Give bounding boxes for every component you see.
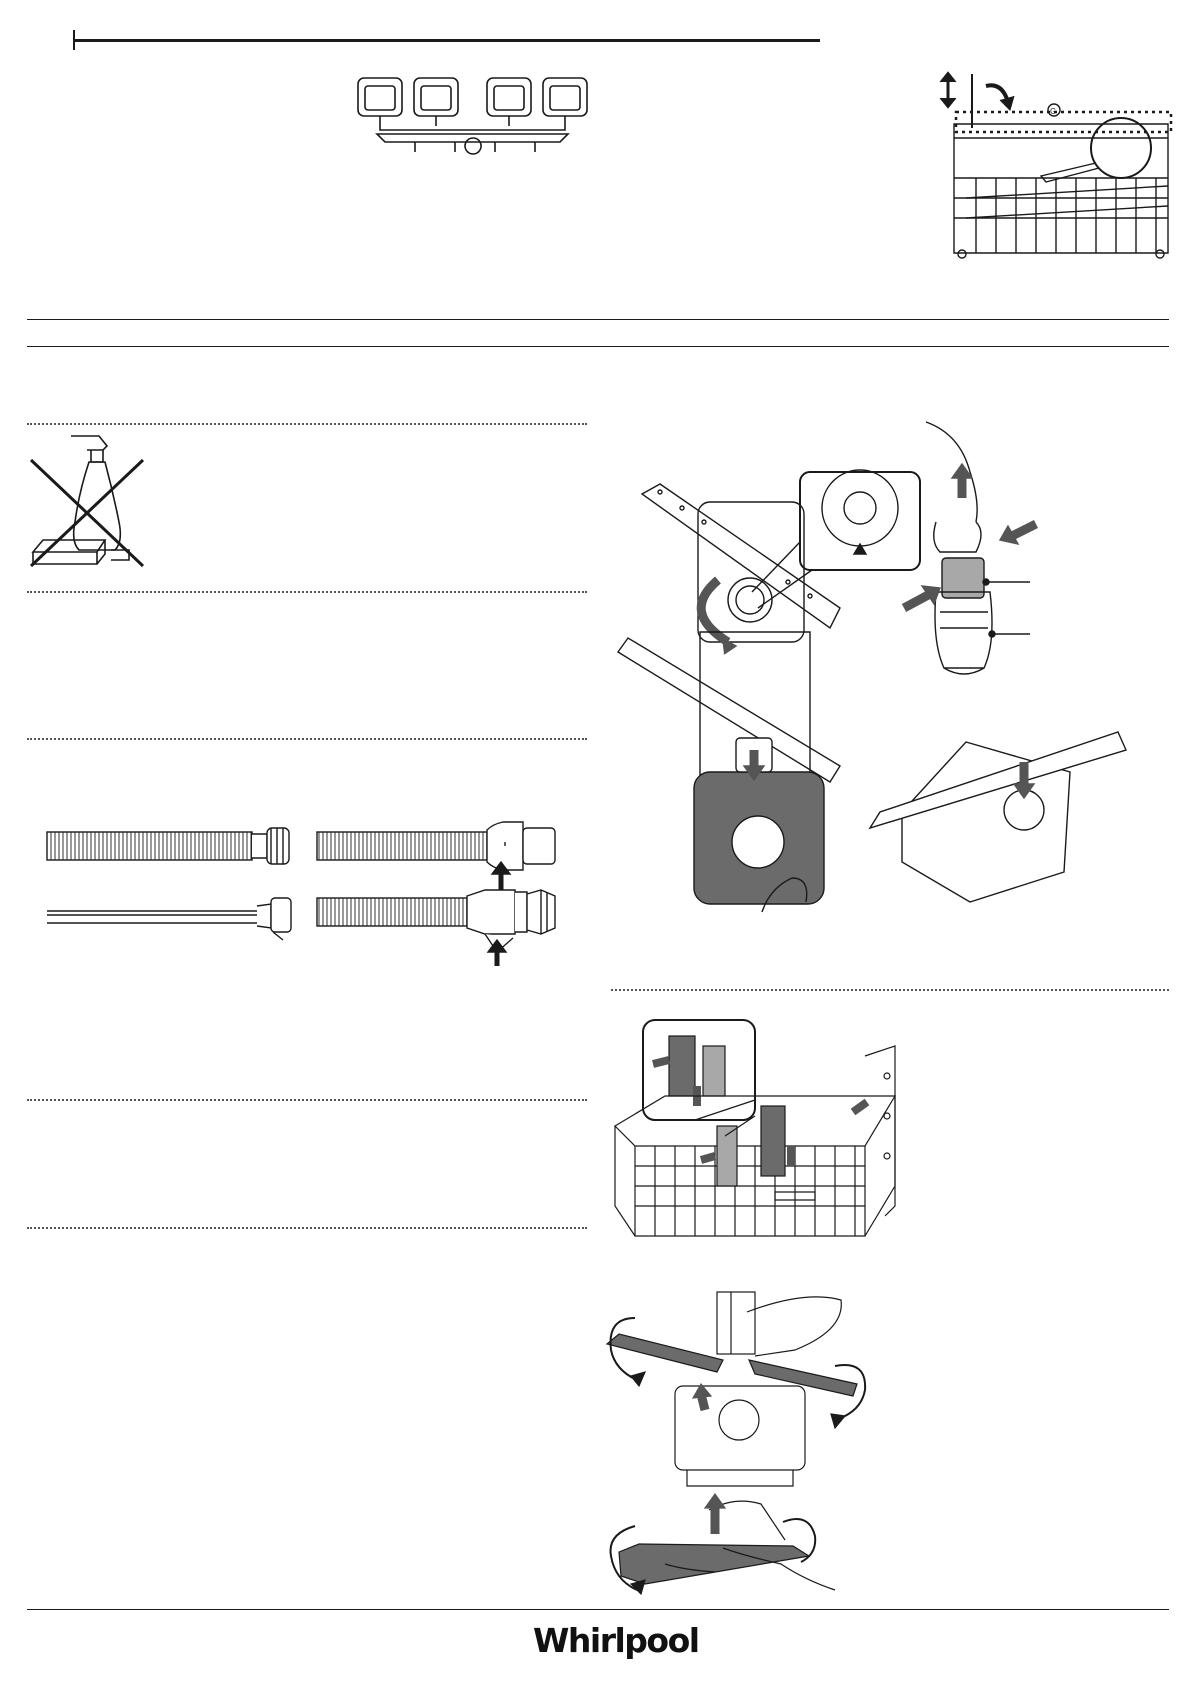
section-rule-top: [27, 319, 1169, 320]
footer-rule: [27, 1609, 1169, 1610]
basket-height-adjust-icon: [936, 68, 1176, 263]
header-rule: [73, 39, 820, 42]
section-rule-bottom: [27, 346, 1169, 347]
inlet-hose-icon: [45, 820, 595, 970]
spray-arm-removal-icon: [605, 1290, 880, 1595]
whirlpool-logo: Whirlpool: [533, 1621, 699, 1660]
header-tick: [73, 30, 75, 50]
filter-removal-icon: [640, 432, 1140, 912]
dotted-separator: [27, 738, 587, 740]
cutlery-holder-icon: [355, 76, 590, 156]
no-spray-cleaner-icon: [27, 432, 152, 572]
dotted-separator: [27, 1099, 587, 1101]
upper-basket-removal-icon: [605, 1016, 920, 1266]
svg-text:G: G: [1050, 107, 1057, 116]
dotted-separator: [611, 989, 1169, 991]
dotted-separator: [27, 423, 587, 425]
dotted-separator: [27, 591, 587, 593]
dotted-separator: [27, 1227, 587, 1229]
